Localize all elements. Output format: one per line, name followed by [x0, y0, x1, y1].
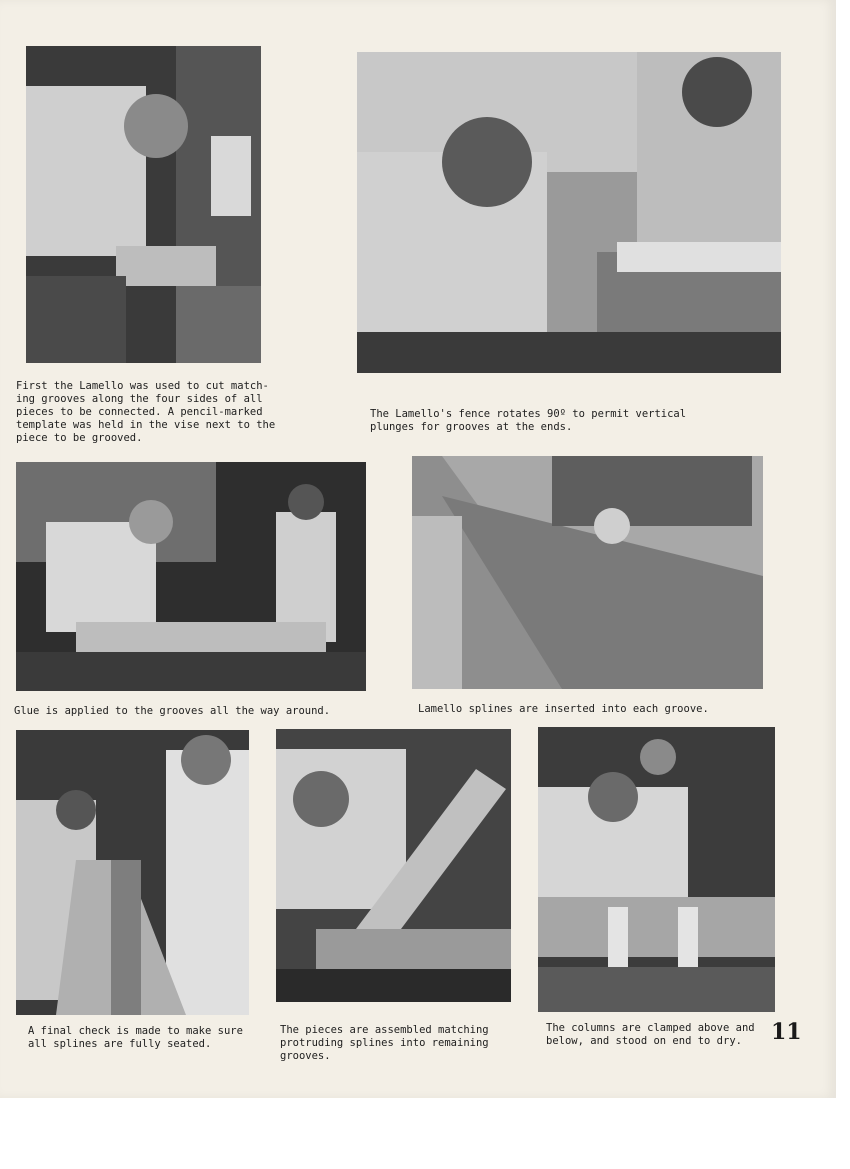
caption-lamello-cutting-grooves: First the Lamello was used to cut match- ing grooves along the four sides of all pieces to be connected. A pencil-marked template was held in the vise next to the piece to be grooved.: [16, 380, 276, 444]
caption-pieces-assembled: The pieces are assembled matching protruding splines into remaining grooves.: [280, 1024, 489, 1062]
photo-final-check: [16, 730, 249, 1015]
caption-lamello-vertical-plunge: The Lamello's fence rotates 90º to permit vertical plunges for grooves at the ends.: [370, 408, 687, 433]
caption-glue-applied: Glue is applied to the grooves all the way around.: [14, 705, 331, 717]
caption-columns-clamped: The columns are clamped above and below, and stood on end to dry.: [546, 1022, 755, 1047]
page-number: 11: [771, 1019, 802, 1045]
photo-columns-clamped: [538, 727, 775, 1012]
photo-lamello-vertical-plunge: [357, 52, 781, 373]
caption-final-check: A final check is made to make sure all splines are fully seated.: [28, 1025, 243, 1050]
photo-glue-applied: [16, 462, 366, 691]
photo-pieces-assembled: [276, 729, 511, 1002]
scan-background: [0, 1098, 850, 1169]
photo-lamello-cutting-grooves: [26, 46, 261, 363]
caption-splines-inserted: Lamello splines are inserted into each groove.: [418, 703, 709, 715]
photo-splines-inserted: [412, 456, 763, 689]
